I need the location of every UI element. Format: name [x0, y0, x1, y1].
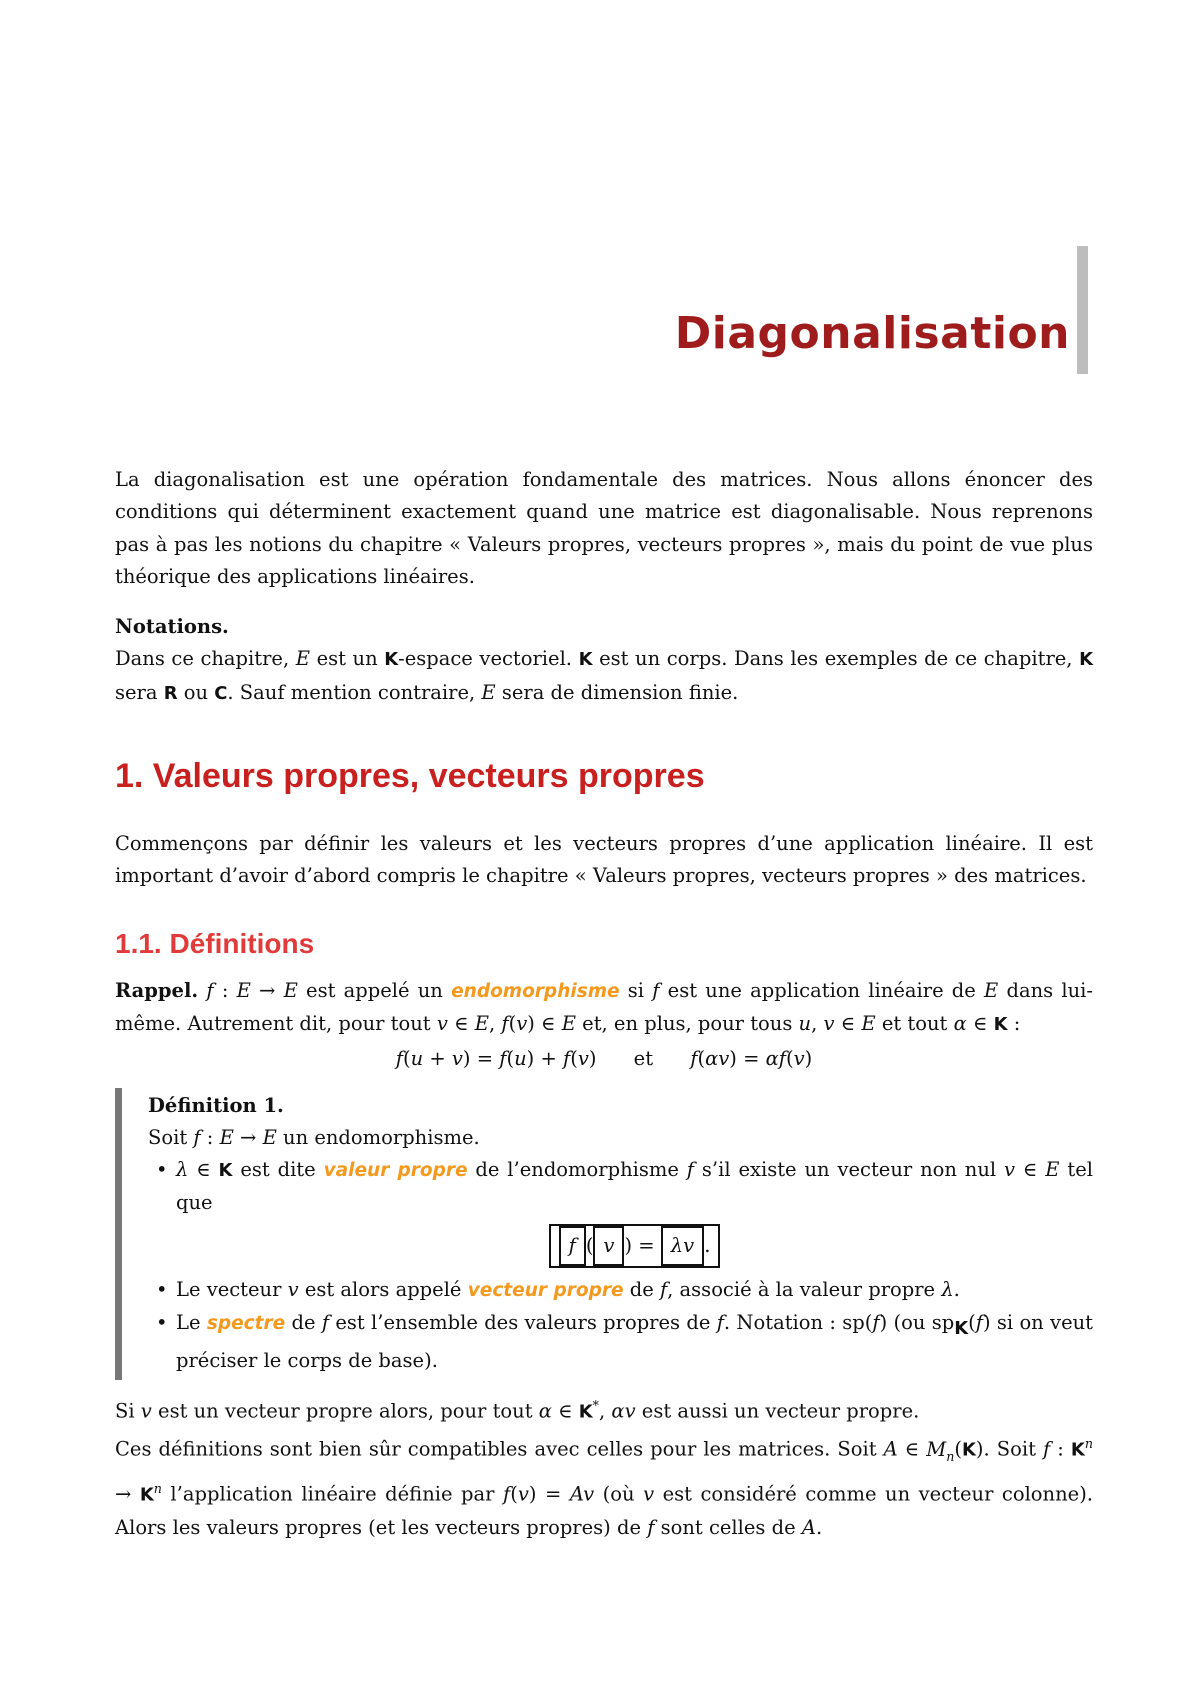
notations-text: sera de dimension finie. [495, 680, 739, 704]
term-spectre: spectre [206, 1313, 286, 1335]
equation-connector: et [633, 1047, 654, 1071]
notations-text: -espace vectoriel. [398, 647, 579, 671]
notations-text: sera [115, 680, 164, 704]
rappel-paragraph: Rappel. f : E → E est appelé un endomorphisme si f est une application linéaire de E dans lui-même. Autrement dit, pour tout v ∈ E, f(v) ∈ E et, en plus, pour tous u, v ∈ E et tout α ∈ K : [115, 978, 1094, 1035]
rappel-text: et, en plus, pour tous [575, 1011, 799, 1035]
rappel-text: dans lui-même. Autrement dit, pour tout [115, 978, 1094, 1035]
linearity-equation: f(u + v) = f(u) + f(v) et f(αv) = αf(v) [395, 1047, 813, 1071]
term-valeur-propre: valeur propre [323, 1160, 468, 1182]
rappel-text: : [1007, 1011, 1021, 1035]
term-vecteur-propre: vecteur propre [467, 1279, 624, 1301]
notations-text: ou [177, 680, 215, 704]
list-item: • λ ∈ K est dite valeur propre de l’endomorphisme f s’il existe un vecteur non nul v ∈ E tel que f ( v ) = λv . [148, 1154, 1093, 1268]
definition-box [115, 1088, 1093, 1380]
definition-label: Définition 1. [148, 1093, 284, 1117]
rappel-text: est une application linéaire de [659, 978, 985, 1002]
definition-list [148, 1154, 1093, 1377]
title-accent-bar [1077, 246, 1088, 374]
section-title: 1. Valeurs propres, vecteurs propres [115, 757, 705, 796]
list-item: • Le spectre de f est l’ensemble des valeurs propres de f. Notation : sp(f) (ou $sp_K(f)$ si on veut préciser le corps de base). [148, 1307, 1093, 1377]
definition-intro: Soit f : E → E un endomorphisme. [148, 1125, 480, 1149]
boxed-equation: f ( v ) = λv . [176, 1224, 1093, 1268]
rappel-text: et tout [875, 1011, 954, 1035]
rappel-label: Rappel. [115, 978, 199, 1002]
intro-paragraph: La diagonalisation est une opération fondamentale des matrices. Nous allons énoncer des conditions qui déterminent exactement quand une matrice est diagonalisable. Nous reprenons pas à pas les notions du chapitre « Valeurs propres, vecteurs propres », mais du point de vue plus théorique des applications linéaires. [115, 468, 1093, 588]
notations-text: est un [310, 647, 385, 671]
notations-heading: Notations. [115, 615, 229, 639]
notations-paragraph: Notations. Dans ce chapitre, E est un K-espace vectoriel. K est un corps. Dans les exemples de ce chapitre, K sera R ou C. Sauf mention contraire, E sera de dimension finie. [115, 615, 1093, 704]
chapter-title: Diagonalisation [674, 308, 1070, 359]
notations-text: est un corps. Dans les exemples de ce chapitre, [592, 647, 1080, 671]
notations-text: Dans ce chapitre, [115, 647, 296, 671]
subsection-title: 1.1. Définitions [115, 927, 315, 959]
rappel-text: si [619, 978, 653, 1002]
page-content [115, 464, 1093, 1544]
term-endomorphisme: endomorphisme [451, 980, 620, 1002]
eigenvector-scaling-paragraph: Si v est un vecteur propre alors, pour tout α ∈ K*, αv est aussi un vecteur propre. Ces définitions sont bien sûr compatibles avec celles pour les matrices. Soit A ∈ $M_n(K)$. Soit f : $K^n \to K^n$ l’application linéaire définie par f(v) = Av (où v est considéré comme un vecteur colonne). Alors les valeurs propres (et les vecteurs propres) de f sont celles de A. [115, 1397, 1094, 1539]
rappel-text: est appelé un [297, 978, 452, 1002]
section-intro-paragraph: Commençons par définir les valeurs et les vecteurs propres d’une application linéaire. Il est important d’avoir d’abord compris le chapitre « Valeurs propres, vecteurs propres » des matrices. [115, 832, 1093, 888]
notations-text: . Sauf mention contraire, [227, 680, 482, 704]
list-item: • Le vecteur v est alors appelé vecteur propre de f, associé à la valeur propre λ. [148, 1274, 1093, 1307]
